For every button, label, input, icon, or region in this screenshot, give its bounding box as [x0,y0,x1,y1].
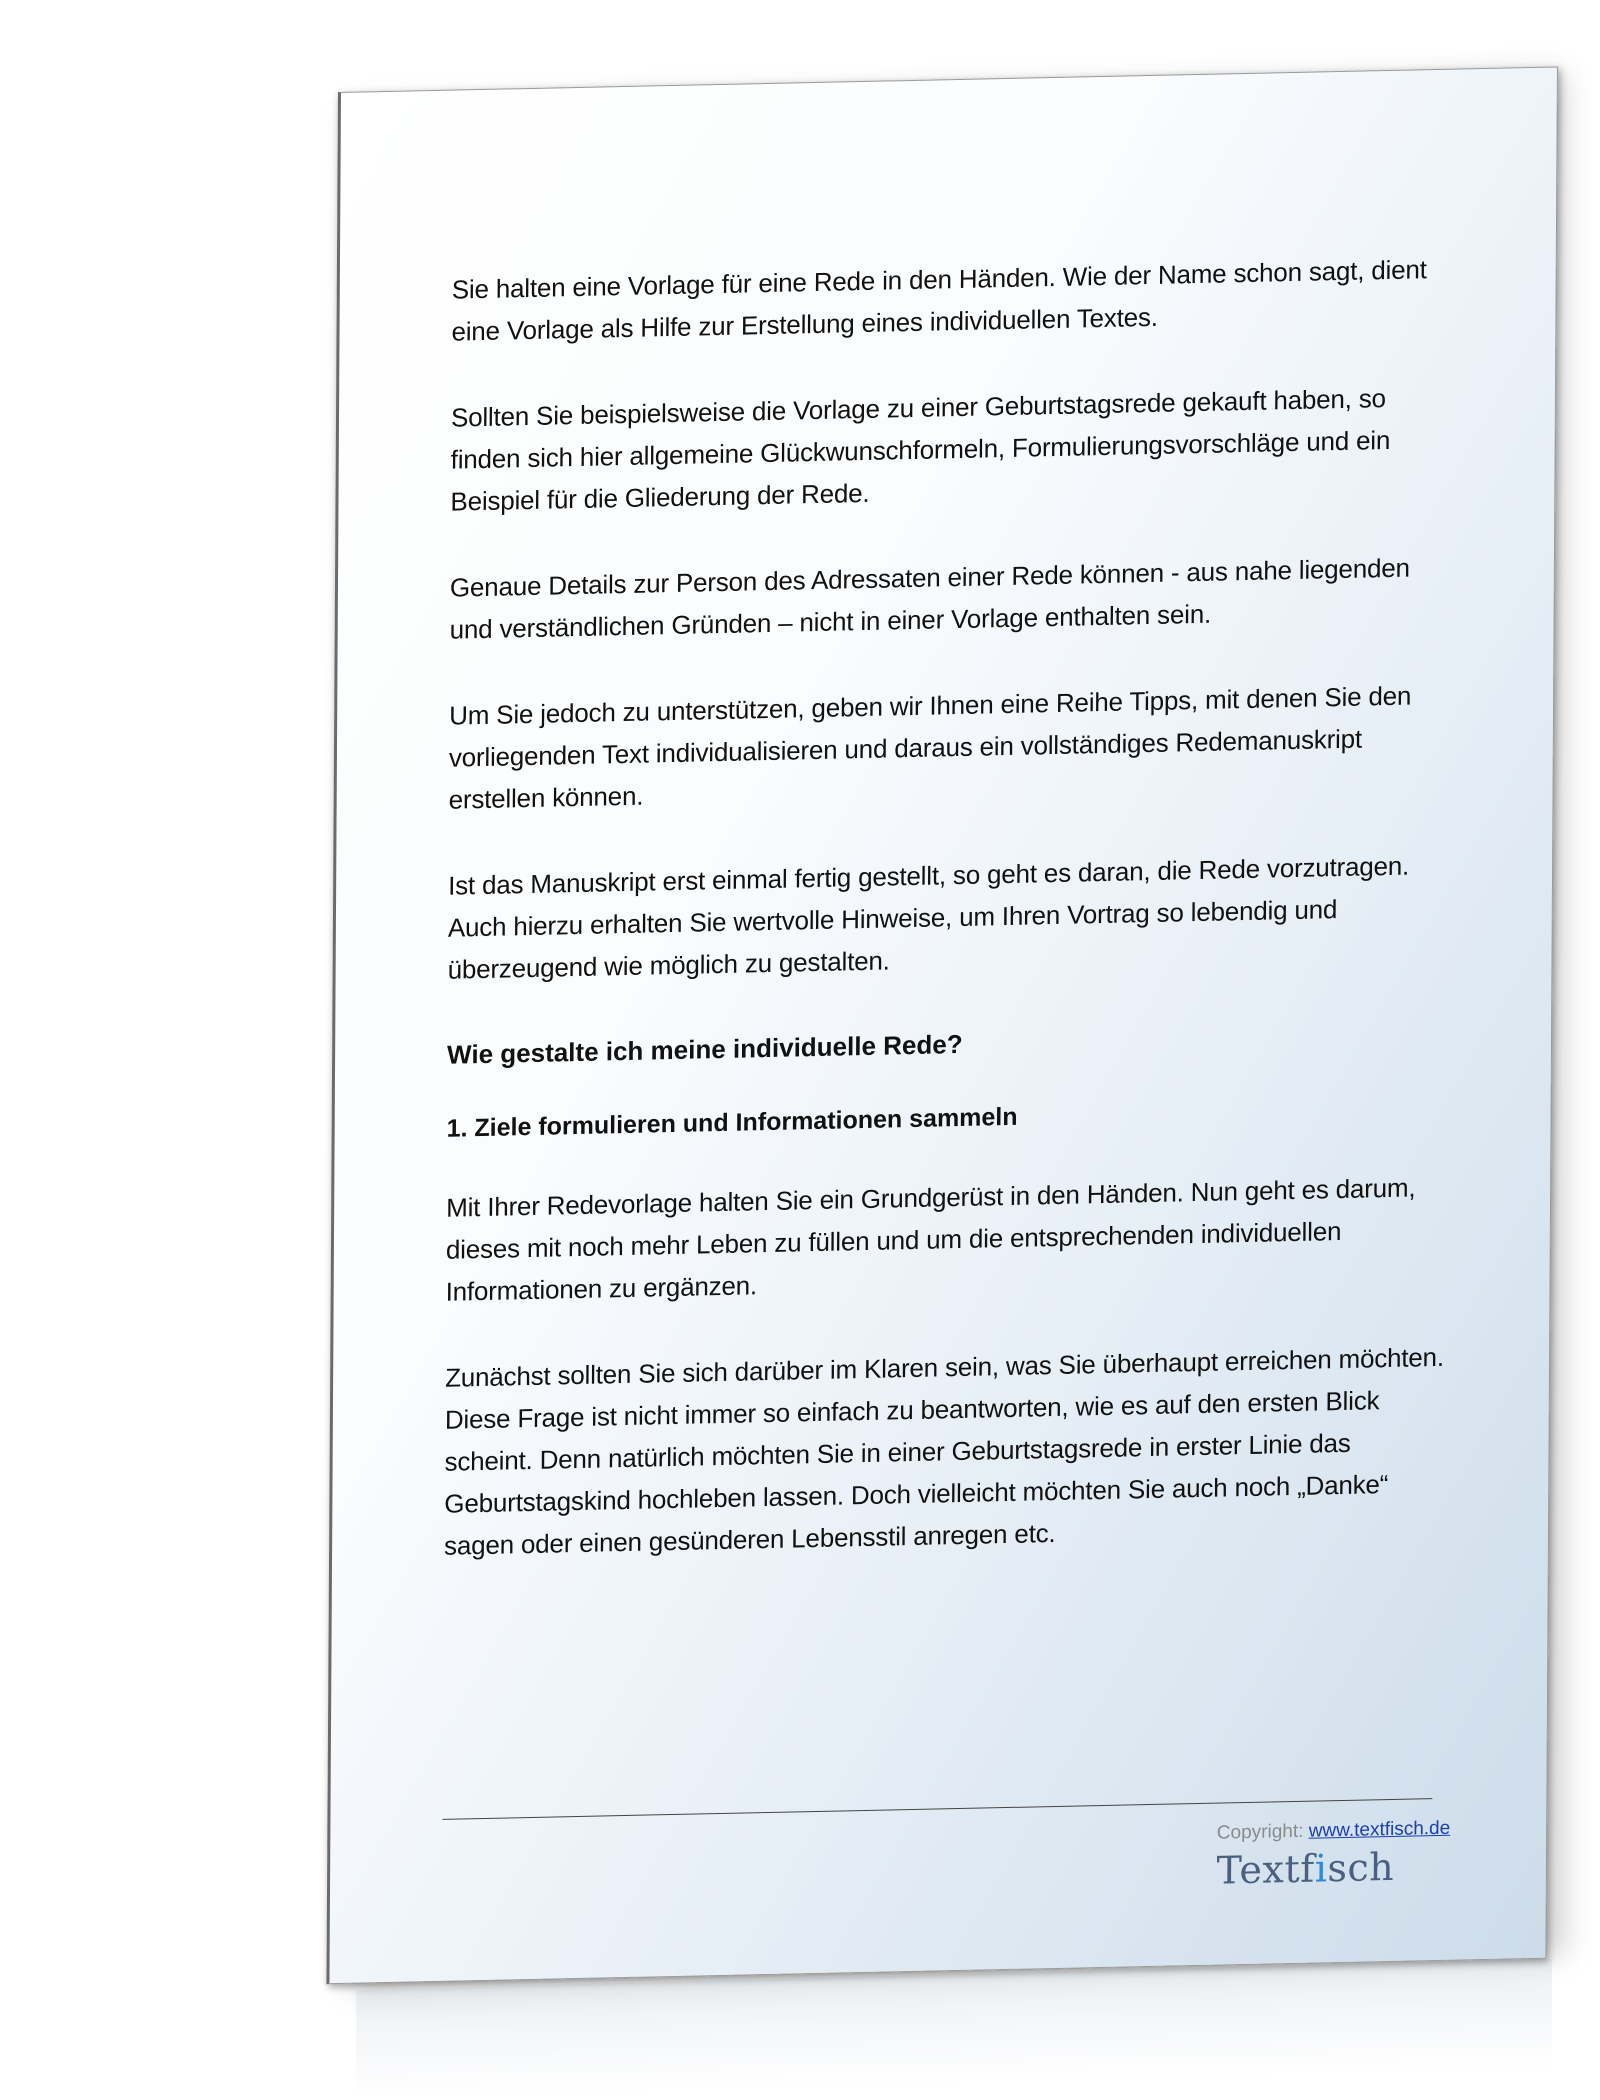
section1-paragraph-1: Mit Ihrer Redevorlage halten Sie ein Grundgerüst in den Händen. Nun geht es darum, dieses mit noch mehr Leben zu füllen und um die entsprechenden individuellen Informationen zu ergänzen. [445,1172,1416,1307]
footer-divider [442,1798,1432,1820]
copyright-line [1217,1816,1451,1847]
section-heading-1: 1. Ziele formulieren und Informationen sammeln [446,1102,1018,1143]
document-body [444,248,1452,1611]
copyright-label: Copyright: [1216,1820,1304,1844]
intro-paragraph-4: Um Sie jedoch zu unterstützen, geben wir Ihnen eine Reihe Tipps, mit denen Sie den vorliegenden Text individualisieren und daraus ein vollständiges Redemanuskript erstellen können. [448,680,1412,815]
intro-paragraph-3: Genaue Details zur Person des Adressaten einer Rede können - aus nahe liegenden und verständlichen Gründen – nicht in einer Vorlage enthalten sein. [449,552,1410,645]
logo-text-start: Textf [1216,1846,1315,1893]
website-link[interactable]: www.textfisch.de [1308,1817,1451,1842]
document-page [326,66,1558,1984]
main-heading: Wie gestalte ich meine individuelle Rede? [447,1028,963,1070]
logo-text-end: sch [1327,1844,1395,1891]
page-footer [1216,1816,1450,1893]
intro-paragraph-2: Sollten Sie beispielsweise die Vorlage zu einer Geburtstagsrede gekauft haben, so finden sich hier allgemeine Glückwunschformeln, Formulierungsvorschläge und ein Beispiel für die Gliederung der Rede. [450,383,1391,517]
intro-paragraph-1: Sie halten eine Vorlage für eine Rede in den Händen. Wie der Name schon sagt, dient eine Vorlage als Hilfe zur Erstellung eines individuellen Textes. [451,254,1427,347]
logo-fish-accent: i [1314,1846,1328,1891]
section1-paragraph-2: Zunächst sollten Sie sich darüber im Klaren sein, was Sie überhaupt erreichen möchten. Diese Frage ist nicht immer so einfach zu beantworten, wie es auf den ersten Blick scheint. Denn natürlich möchten Sie in einer Geburtstagsrede in erster Linie das Geburtstagskind hochleben lassen. Doch vielleicht möchten Sie auch noch „Danke“ sagen oder einen gesünderen Lebensstil anregen etc. [444,1341,1444,1561]
textfisch-logo [1216,1844,1450,1893]
intro-paragraph-5: Ist das Manuskript erst einmal fertig gestellt, so geht es daran, die Rede vorzutragen. Auch hierzu erhalten Sie wertvolle Hinweise, um Ihren Vortrag so lebendig und überzeugend wie möglich zu gestalten. [447,850,1410,985]
